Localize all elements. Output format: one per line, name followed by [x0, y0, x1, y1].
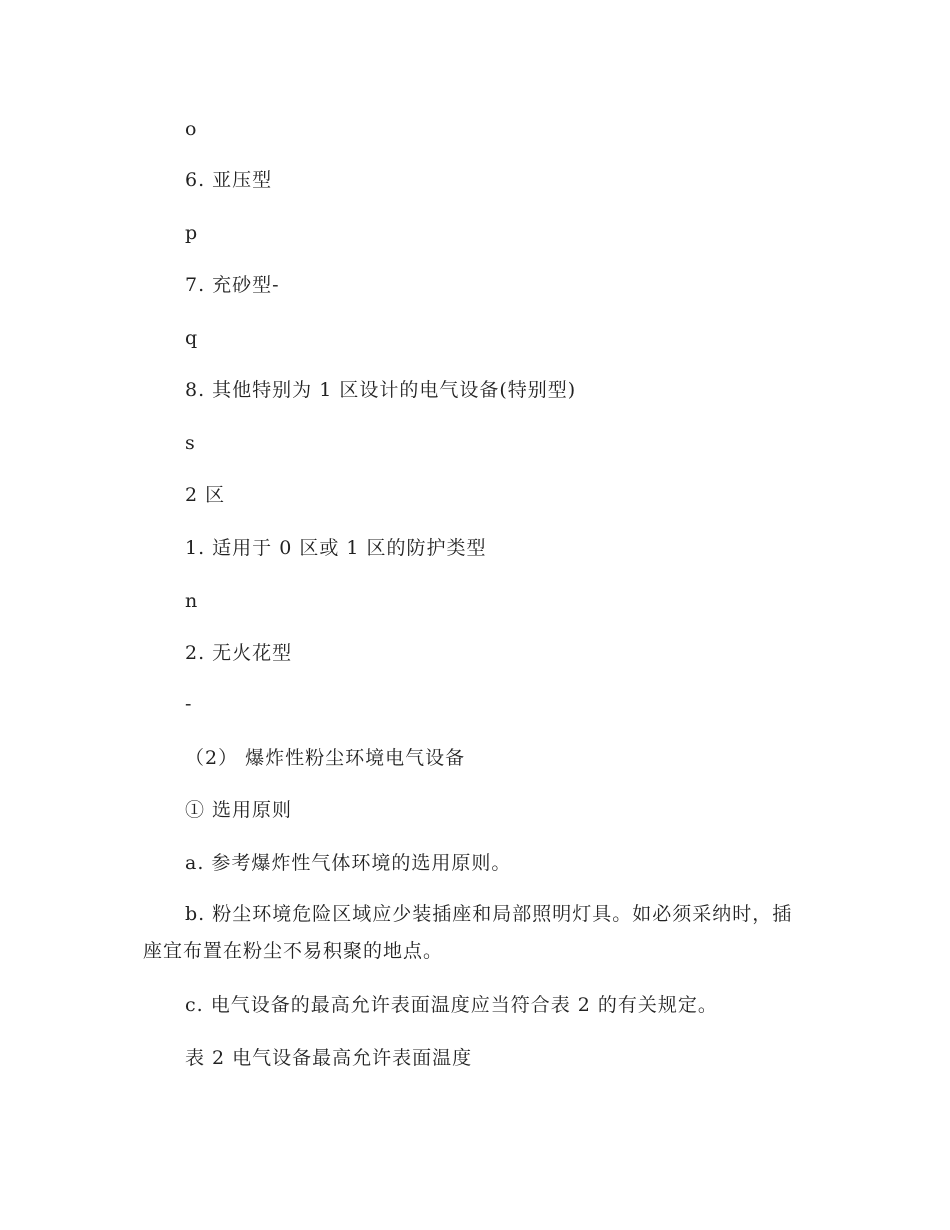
section-heading-dust: （2） 爆炸性粉尘环境电气设备 [185, 747, 466, 769]
table-caption: 表 2 电气设备最高允许表面温度 [185, 1047, 473, 1069]
text-line-zone2-item-1: 1. 适用于 0 区或 1 区的防护类型 [185, 537, 487, 559]
text-line-dash: - [185, 693, 193, 715]
text-line-item-8: 8. 其他特别为 1 区设计的电气设备(特别型) [185, 379, 577, 401]
text-line-s: s [185, 432, 196, 454]
paragraph-b: b. 粉尘环境危险区域应少装插座和局部照明灯具。如必须采纳时，插座宜布置在粉尘不易积聚的地点。 [143, 903, 793, 962]
text-line-p: p [185, 222, 199, 244]
paragraph-c: c. 电气设备的最高允许表面温度应当符合表 2 的有关规定。 [185, 994, 718, 1016]
text-line-q: q [185, 327, 199, 349]
text-line-zone-2: 2 区 [185, 484, 226, 506]
subsection-heading-principles: ① 选用原则 [185, 799, 293, 821]
text-line-n: n [185, 590, 199, 612]
paragraph-a: a. 参考爆炸性气体环境的选用原则。 [185, 852, 512, 874]
text-line-item-6: 6. 亚压型 [185, 169, 273, 191]
text-line-zone2-item-2: 2. 无火花型 [185, 642, 293, 664]
text-line-o: o [185, 118, 198, 140]
text-line-item-7: 7. 充砂型- [185, 274, 280, 296]
